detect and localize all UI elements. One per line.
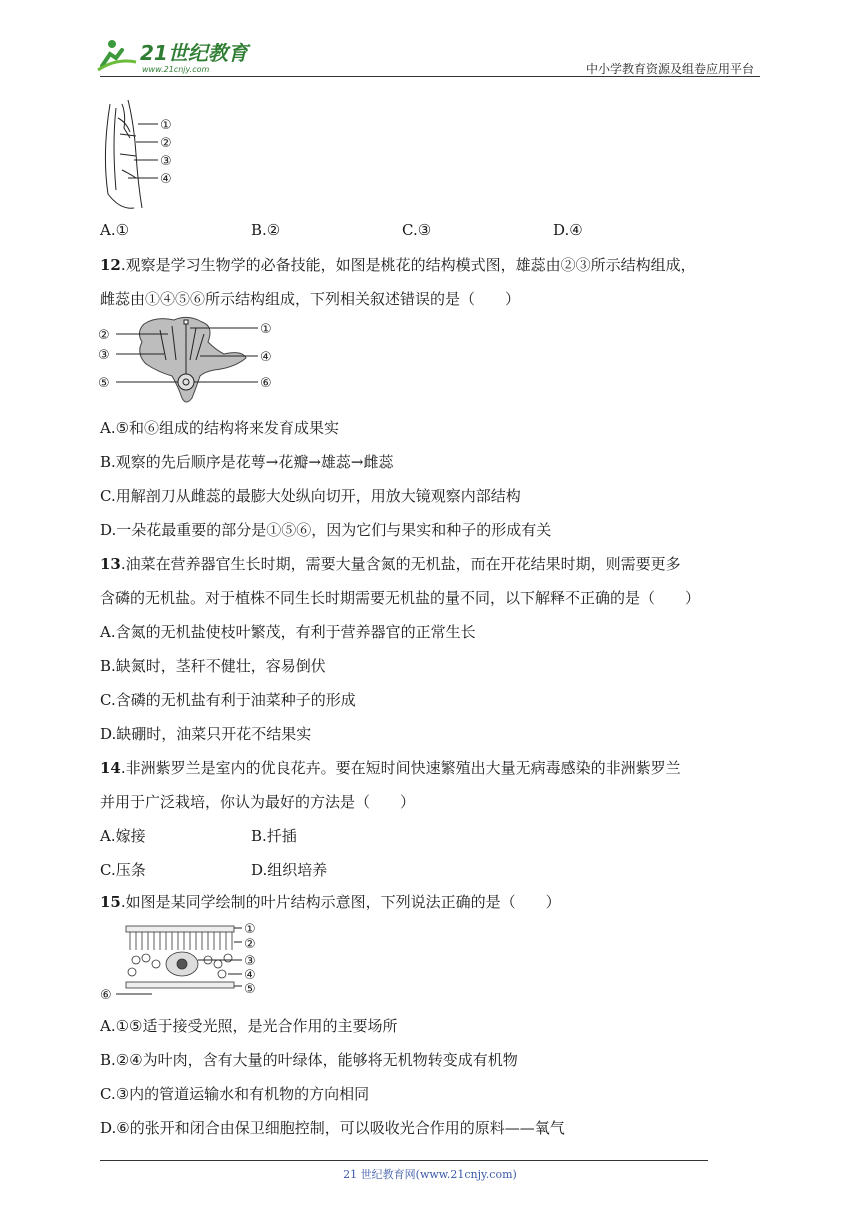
- q14-stem-line2: 并用于广泛栽培，你认为最好的方法是（ ）: [100, 793, 416, 811]
- label-2: ②: [160, 136, 172, 151]
- q11-option-a: A.①: [100, 221, 130, 239]
- q12-number: 12: [100, 256, 121, 274]
- label-1: ①: [260, 322, 272, 337]
- logo-url: www.21cnjy.com: [142, 65, 210, 74]
- site-logo: [96, 36, 266, 76]
- q14-option-a: A.嫁接: [100, 827, 146, 845]
- q12-option-b: B.观察的先后顺序是花萼→花瓣→雄蕊→雌蕊: [100, 453, 394, 471]
- label-4: ④: [160, 172, 172, 187]
- q12-option-a: A.⑤和⑥组成的结构将来发育成果实: [100, 419, 340, 437]
- q13-option-b: B.缺氮时，茎秆不健壮，容易倒伏: [100, 657, 326, 675]
- q13-number: 13: [100, 555, 121, 573]
- q12-stem-line1: 12.观察是学习生物学的必备技能，如图是桃花的结构模式图，雄蕊由②③所示结构组成，: [100, 256, 696, 274]
- q12-option-c: C.用解剖刀从雌蕊的最膨大处纵向切开，用放大镜观察内部结构: [100, 487, 521, 505]
- q13-option-a: A.含氮的无机盐使枝叶繁茂，有利于营养器官的正常生长: [100, 623, 476, 641]
- label-3: ③: [98, 348, 110, 363]
- label-6: ⑥: [260, 376, 272, 391]
- label-1: ①: [160, 118, 172, 133]
- q15-option-d: D.⑥的张开和闭合由保卫细胞控制，可以吸收光合作用的原料——氧气: [100, 1119, 565, 1137]
- q15-number: 15: [100, 893, 121, 911]
- label-3: ③: [160, 154, 172, 169]
- platform-name: 中小学教育资源及组卷应用平台: [585, 62, 754, 76]
- footer-link[interactable]: 21 世纪教育网(www.21cnjy.com): [343, 1168, 517, 1181]
- q12-stem-line2: 雌蕊由①④⑤⑥所示结构组成，下列相关叙述错误的是（ ）: [100, 290, 521, 308]
- q13-stem-line2: 含磷的无机盐。对于植株不同生长时期需要无机盐的量不同，以下解释不正确的是（ ）: [100, 589, 701, 607]
- q13-option-d: D.缺硼时，油菜只开花不结果实: [100, 725, 312, 743]
- label-3: ③: [244, 954, 256, 969]
- q12-option-d: D.一朵花最重要的部分是①⑤⑥，因为它们与果实和种子的形成有关: [100, 521, 552, 539]
- q14-number: 14: [100, 759, 121, 777]
- footer-rule: [100, 1160, 708, 1161]
- label-6: ⑥: [100, 988, 112, 1002]
- q15-stem-line1: 15.如图是某同学绘制的叶片结构示意图，下列说法正确的是（ ）: [100, 893, 561, 911]
- q11-figure: [100, 94, 190, 212]
- q11-option-b: B.②: [251, 221, 281, 239]
- q14-option-b: B.扦插: [251, 827, 297, 845]
- q11-option-c: C.③: [402, 221, 432, 239]
- q14-option-c: C.压条: [100, 861, 146, 879]
- label-5: ⑤: [98, 376, 110, 391]
- q14-option-d: D.组织培养: [251, 861, 328, 879]
- label-2: ②: [244, 937, 256, 952]
- label-4: ④: [244, 968, 256, 983]
- logo-text: 21世纪教育: [140, 41, 248, 65]
- q15-option-b: B.②④为叶肉，含有大量的叶绿体，能够将无机物转变成有机物: [100, 1051, 518, 1069]
- q13-option-c: C.含磷的无机盐有利于油菜种子的形成: [100, 691, 356, 709]
- q13-stem-line1: 13.油菜在营养器官生长时期，需要大量含氮的无机盐，而在开花结果时期，则需要更多: [100, 555, 681, 573]
- q14-stem-line1: 14.非洲紫罗兰是室内的优良花卉。要在短时间快速繁殖出大量无病毒感染的非洲紫罗兰: [100, 759, 681, 777]
- q15-option-a: A.①⑤适于接受光照，是光合作用的主要场所: [100, 1017, 398, 1035]
- q15-leaf-figure: [98, 920, 264, 1002]
- q11-option-d: D.④: [553, 221, 583, 239]
- label-2: ②: [98, 328, 110, 343]
- q12-flower-figure: [96, 314, 282, 410]
- label-5: ⑤: [244, 982, 256, 997]
- q15-option-c: C.③内的管道运输水和有机物的方向相同: [100, 1085, 370, 1103]
- runner-logo-icon: [98, 40, 136, 70]
- label-4: ④: [260, 350, 272, 365]
- label-1: ①: [244, 922, 256, 937]
- header-rule: [100, 76, 760, 77]
